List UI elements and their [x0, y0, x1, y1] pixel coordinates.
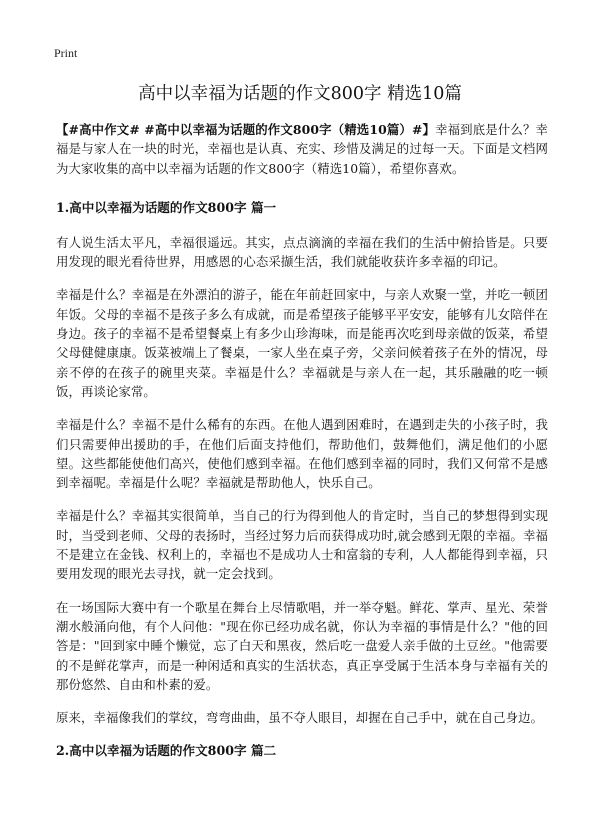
- print-label: Print: [54, 46, 78, 60]
- section-1-paragraph-1: 有人说生活太平凡，幸福很遥远。其实，点点滴滴的幸福在我们的生活中俯拾皆是。只要用发现的眼光看待世界，用感恩的心态采撷生活，我们就能收获许多幸福的印记。: [56, 234, 548, 270]
- intro-paragraph: [56, 120, 548, 178]
- section-heading-2: 2.高中以幸福为话题的作文800字 篇二: [56, 743, 277, 759]
- page-title: 高中以幸福为话题的作文800字 精选10篇: [138, 84, 462, 104]
- article-body: [56, 120, 548, 774]
- section-1-paragraph-2: 幸福是什么？幸福是在外漂泊的游子，能在年前赶回家中，与亲人欢聚一堂，并吃一顿团年饭。父母的幸福不是孩子多么有成就，而是希望孩子能够平平安安，能够有儿女陪伴在身边。孩子的幸福不是希望餐桌上有多少山珍海味，而是能再次吃到母亲做的饭菜，希望父母健健康康。饭菜被端上了餐桌，一家人坐在桌子旁，父亲问候着孩子在外的情况，母亲不停的在孩子的碗里夹菜。幸福是什么？幸福就是与亲人在一起，其乐融融的吃一顿饭，再谈论家常。: [56, 287, 548, 399]
- section-1-paragraph-5: 在一场国际大赛中有一个歌星在舞台上尽情歌唱，并一举夺魁。鲜花、掌声、星光、荣誉潮水般涌向他，有个人问他："现在你已经功成名就，你认为幸福的事情是什么？"他的回答是："回到家中睡个懒觉，忘了白天和黑夜，然后吃一盘爱人亲手做的土豆丝。"他需要的不是鲜花掌声，而是一种闲适和真实的生活状态，真正享受属于生活本身与幸福有关的那份悠然、自由和朴素的爱。: [56, 599, 548, 692]
- intro-text: 幸福到底是什么？幸福是与家人在一块的时光，幸福也是认真、充实、珍惜及满足的过每一天。下面是文档网为大家收集的高中以幸福为话题的作文800字（精选10篇），希望你喜欢。: [56, 122, 549, 176]
- section-1-paragraph-6: 原来，幸福像我们的掌纹，弯弯曲曲，虽不夺人眼目，却握在自己手中，就在自己身边。: [56, 710, 544, 726]
- section-1-paragraph-4: 幸福是什么？幸福其实很简单，当自己的行为得到他人的肯定时，当自己的梦想得到实现时，当受到老师、父母的表扬时，当经过努力后而获得成功时,就会感到无限的幸福。幸福不是建立在金钱、权利上的，幸福也不是成功人士和富翁的专利，人人都能得到幸福，只要用发现的眼光去寻找，就一定会找到。: [56, 508, 548, 582]
- section-1-paragraph-3: 幸福是什么？幸福不是什么稀有的东西。在他人遇到困难时，在遇到走失的小孩子时，我们只需要伸出援助的手，在他们后面支持他们，帮助他们，鼓舞他们，满足他们的小愿望。这些都能使他们高兴，使他们感到幸福。在他们感到幸福的同时，我们又何常不是感到幸福呢。幸福是什么呢？幸福就是帮助他人，快乐自己。: [56, 417, 548, 491]
- section-heading-1: 1.高中以幸福为话题的作文800字 篇一: [56, 199, 277, 215]
- intro-tags: 【#高中作文# #高中以幸福为话题的作文800字（精选10篇）#】: [56, 122, 436, 137]
